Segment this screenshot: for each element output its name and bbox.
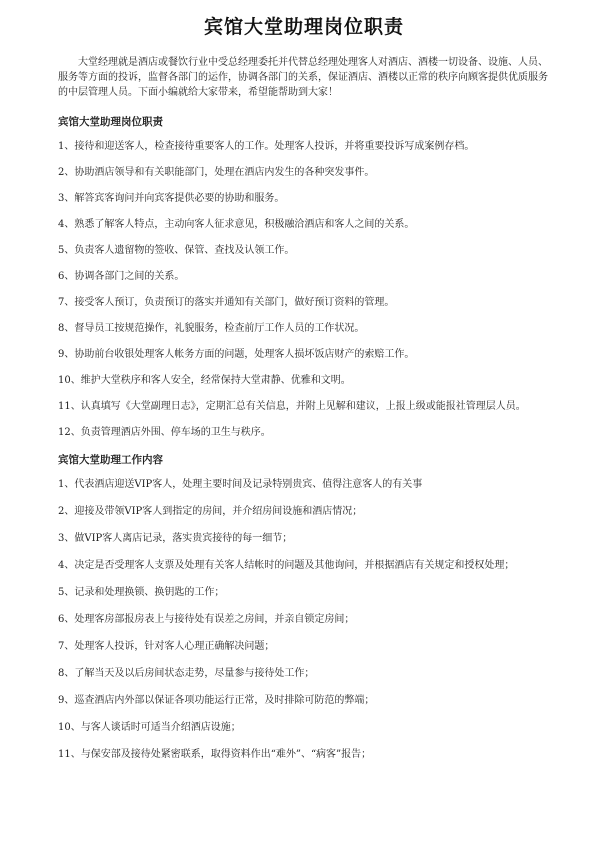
section-heading-work-content: 宾馆大堂助理工作内容 <box>58 454 163 466</box>
list-item: 7、接受客人预订，负责预订的落实并通知有关部门，做好预订资料的管理。 <box>58 297 395 308</box>
list-item: 5、负责客人遗留物的签收、保管、查找及认领工作。 <box>58 245 295 256</box>
list-item: 8、督导员工按规范操作，礼貌服务，检查前厅工作人员的工作状况。 <box>58 323 365 334</box>
list-item: 1、接待和迎送客人，检查接待重要客人的工作。处理客人投诉，并将重要投诉写成案例存档。 <box>58 141 475 152</box>
intro-paragraph: 大堂经理就是酒店或餐饮行业中受总经理委托并代替总经理处理客人对酒店、酒楼一切设备、设施、人员、服务等方面的投诉，监督各部门的运作，协调各部门的关系，保证酒店、酒楼以正常的秩序向顾客提供优质服务的中层管理人员。下面小编就给大家带来，希望能帮助到大家！ <box>58 57 548 98</box>
list-item: 9、协助前台收银处理客人帐务方面的问题，处理客人损坏饭店财产的索赔工作。 <box>58 349 415 360</box>
list-item: 7、处理客人投诉，针对客人心理正确解决问题； <box>58 641 275 652</box>
list-item: 1、代表酒店迎送VIP客人，处理主要时间及记录特别贵宾、值得注意客人的有关事 <box>58 479 423 490</box>
work-content-list <box>58 478 550 762</box>
list-item: 6、处理客房部报房表上与接待处有误差之房间，并亲自锁定房间； <box>58 614 355 625</box>
page-title: 宾馆大堂助理岗位职责 <box>203 16 404 38</box>
list-item: 5、记录和处理换锁、换钥匙的工作； <box>58 587 225 598</box>
list-item: 11、与保安部及接待处紧密联系，取得资料作出“难外”、“病客”报告； <box>58 749 372 760</box>
list-item: 2、协助酒店领导和有关职能部门，处理在酒店内发生的各种突发事件。 <box>58 167 375 178</box>
list-item: 3、解答宾客询问并向宾客提供必要的协助和服务。 <box>58 193 285 204</box>
list-item: 2、迎接及带领VIP客人到指定的房间，并介绍房间设施和酒店情况； <box>58 506 363 517</box>
list-item: 3、做VIP客人离店记录，落实贵宾接待的每一细节； <box>58 533 293 544</box>
list-item: 10、与客人谈话时可适当介绍酒店设施； <box>58 722 241 733</box>
list-item: 11、认真填写《大堂副理日志》，定期汇总有关信息，并附上见解和建议，上报上级或能报社管理层人员。 <box>58 401 526 412</box>
duties-list <box>58 140 550 440</box>
list-item: 9、巡查酒店内外部以保证各项功能运行正常，及时排除可防范的弊端； <box>58 695 375 706</box>
list-item: 12、负责管理酒店外围、停车场的卫生与秩序。 <box>58 427 271 438</box>
list-item: 4、熟悉了解客人特点，主动向客人征求意见，积极融洽酒店和客人之间的关系。 <box>58 219 415 230</box>
section-heading-duties: 宾馆大堂助理岗位职责 <box>58 116 163 128</box>
list-item: 6、协调各部门之间的关系。 <box>58 271 185 282</box>
list-item: 8、了解当天及以后房间状态走势，尽量参与接待处工作； <box>58 668 315 679</box>
list-item: 4、决定是否受理客人支票及处理有关客人结帐时的问题及其他询问，并根据酒店有关规定和授权处理； <box>58 560 515 571</box>
list-item: 10、维护大堂秩序和客人安全，经常保持大堂肃静、优雅和文明。 <box>58 375 351 386</box>
